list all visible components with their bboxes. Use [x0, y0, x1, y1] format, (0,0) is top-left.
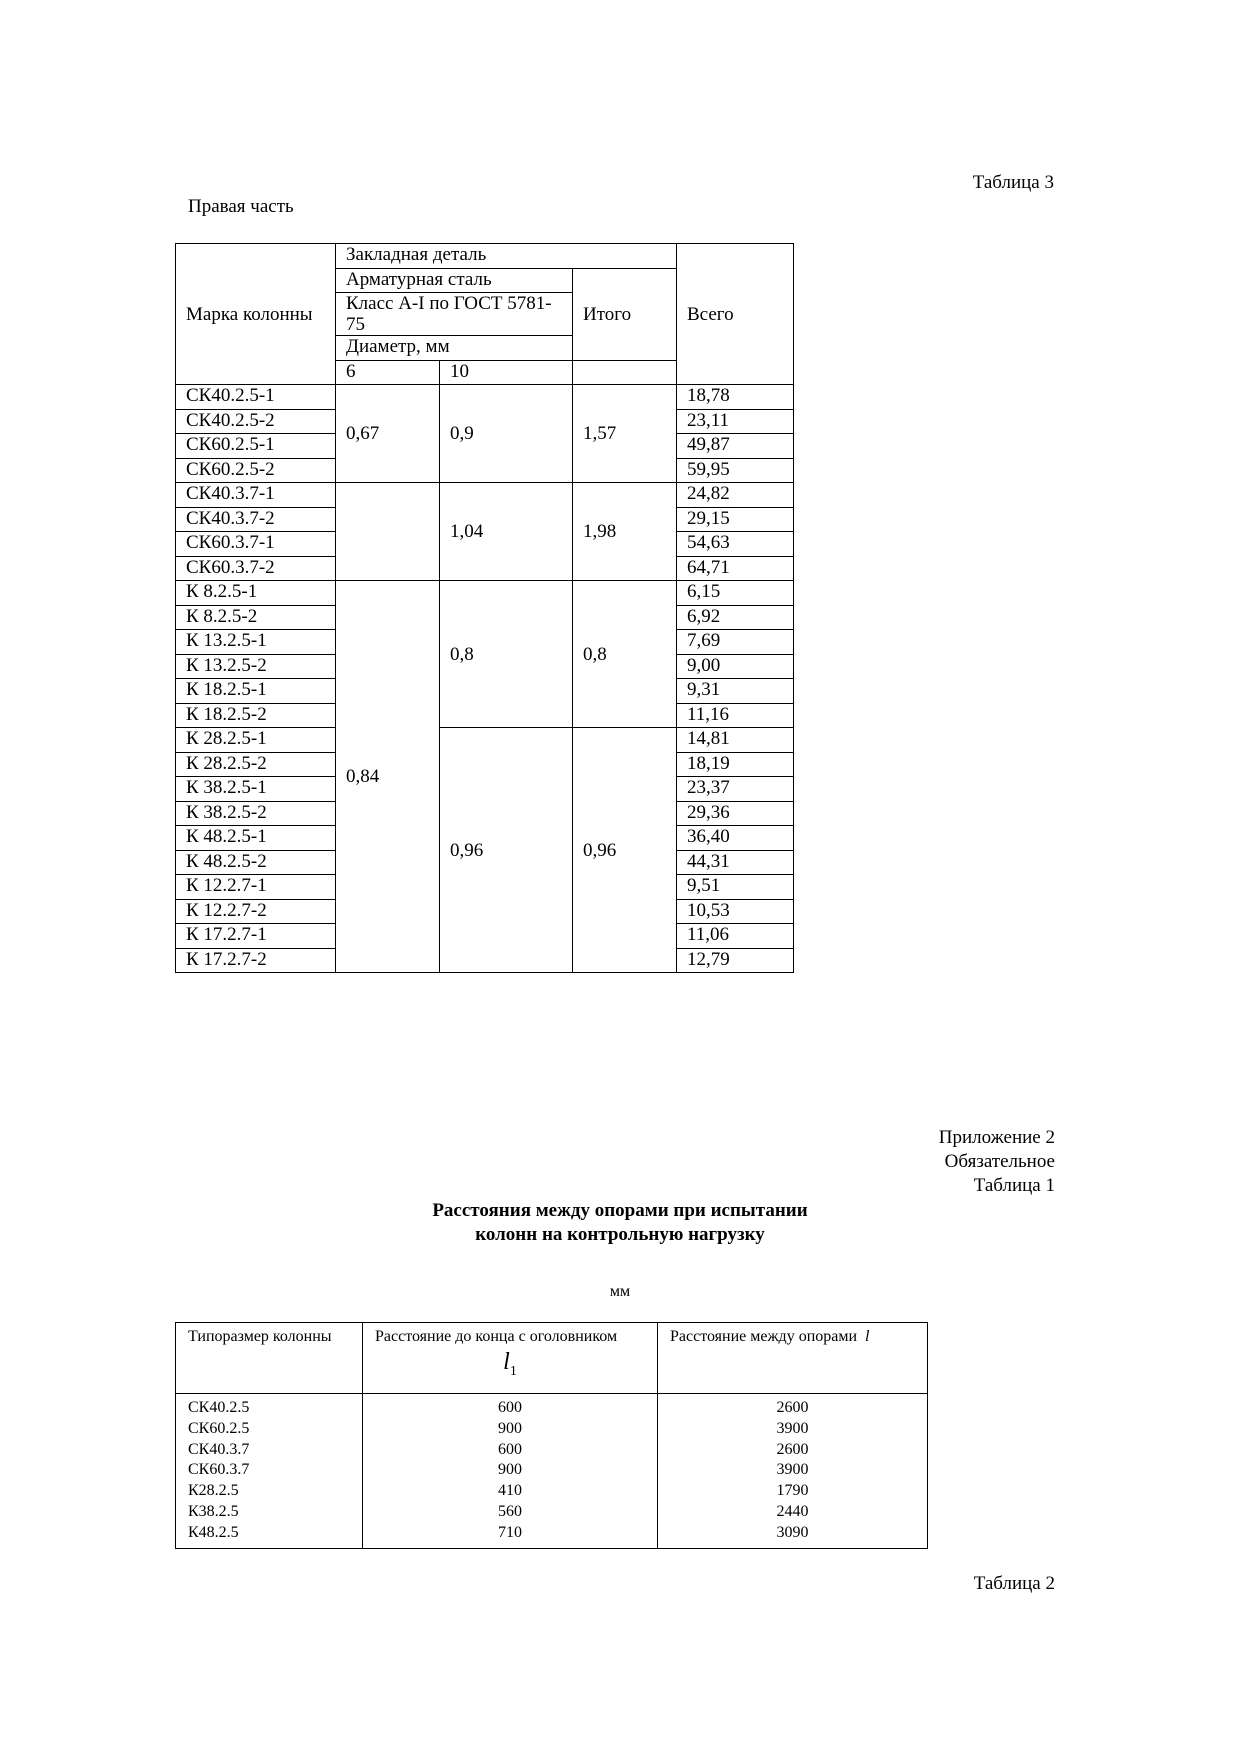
table-row	[176, 1440, 928, 1461]
row-total: 54,63	[677, 532, 794, 557]
header-embedded: Закладная деталь	[336, 244, 677, 269]
g3-itogo: 0,8	[573, 581, 677, 728]
g4-d10: 0,96	[440, 728, 573, 973]
unit-label: мм	[609, 1283, 631, 1300]
table-row	[176, 483, 794, 508]
g3-d6: 0,84	[336, 581, 440, 973]
g1-d10: 0,9	[440, 385, 573, 483]
row-total: 44,31	[677, 850, 794, 875]
row-mark: К 8.2.5-2	[176, 605, 336, 630]
cell-l1: 600	[363, 1440, 658, 1461]
table-row	[176, 1502, 928, 1523]
row-total: 49,87	[677, 434, 794, 459]
header-size: Типоразмер колонны	[176, 1323, 363, 1394]
cell-size: К38.2.5	[176, 1502, 363, 1523]
header-itogo-spacer	[573, 360, 677, 385]
header-diameter: Диаметр, мм	[336, 336, 573, 361]
appendix-title-line2: колонн на контрольную нагрузку	[475, 1224, 765, 1245]
cell-l: 2440	[658, 1502, 928, 1523]
row-mark: К 17.2.7-1	[176, 924, 336, 949]
row-total: 9,51	[677, 875, 794, 900]
cell-l: 3900	[658, 1419, 928, 1440]
row-mark: СК60.2.5-1	[176, 434, 336, 459]
row-mark: К 28.2.5-2	[176, 752, 336, 777]
cell-l1: 410	[363, 1481, 658, 1502]
cell-size: СК60.2.5	[176, 1419, 363, 1440]
row-total: 11,16	[677, 703, 794, 728]
row-mark: К 8.2.5-1	[176, 581, 336, 606]
table-row	[176, 1419, 928, 1440]
table3-part-label: Правая часть	[188, 196, 294, 217]
g3-d10: 0,8	[440, 581, 573, 728]
l1-symbol: $l_1$	[503, 1349, 517, 1379]
cell-l1: 900	[363, 1419, 658, 1440]
row-mark: СК60.2.5-2	[176, 458, 336, 483]
row-mark: К 38.2.5-1	[176, 777, 336, 802]
row-mark: К 12.2.7-2	[176, 899, 336, 924]
cell-l: 2600	[658, 1394, 928, 1419]
row-mark: СК40.3.7-2	[176, 507, 336, 532]
table3-caption: Таблица 3	[972, 172, 1054, 193]
cell-l1: 710	[363, 1523, 658, 1548]
g1-itogo: 1,57	[573, 385, 677, 483]
header-d6: 6	[336, 360, 440, 385]
row-mark: К 48.2.5-2	[176, 850, 336, 875]
cell-l1: 600	[363, 1394, 658, 1419]
row-mark: К 13.2.5-1	[176, 630, 336, 655]
appendix-title-line1: Расстояния между опорами при испытании	[432, 1200, 808, 1221]
row-total: 14,81	[677, 728, 794, 753]
row-total: 6,92	[677, 605, 794, 630]
row-mark: СК40.3.7-1	[176, 483, 336, 508]
row-mark: К 38.2.5-2	[176, 801, 336, 826]
row-mark: СК60.3.7-1	[176, 532, 336, 557]
row-mark: К 18.2.5-2	[176, 703, 336, 728]
row-total: 11,06	[677, 924, 794, 949]
row-total: 23,11	[677, 409, 794, 434]
appendix-label: Приложение 2	[938, 1127, 1055, 1148]
cell-size: К48.2.5	[176, 1523, 363, 1548]
row-total: 6,15	[677, 581, 794, 606]
cell-l1: 900	[363, 1460, 658, 1481]
table1-caption: Таблица 1	[973, 1175, 1055, 1196]
row-mark: К 48.2.5-1	[176, 826, 336, 851]
header-steel-class: Класс A-I по ГОСТ 5781-75	[336, 293, 573, 336]
table3	[175, 243, 794, 973]
row-total: 9,00	[677, 654, 794, 679]
appendix-mandatory: Обязательное	[944, 1151, 1055, 1172]
table-row	[176, 1460, 928, 1481]
table1	[175, 1322, 928, 1549]
row-total: 9,31	[677, 679, 794, 704]
g2-d6-empty	[336, 483, 440, 581]
row-total: 18,19	[677, 752, 794, 777]
row-total: 7,69	[677, 630, 794, 655]
header-itogo: Итого	[573, 268, 677, 360]
l-symbol: l	[865, 1328, 870, 1345]
row-total: 24,82	[677, 483, 794, 508]
table-row	[176, 1523, 928, 1548]
cell-l: 3090	[658, 1523, 928, 1548]
row-mark: СК40.2.5-2	[176, 409, 336, 434]
row-total: 64,71	[677, 556, 794, 581]
table-row	[176, 385, 794, 410]
g2-d10: 1,04	[440, 483, 573, 581]
row-mark: К 13.2.5-2	[176, 654, 336, 679]
row-total: 23,37	[677, 777, 794, 802]
table-row	[176, 1481, 928, 1502]
cell-size: СК40.2.5	[176, 1394, 363, 1419]
table-row	[176, 1394, 928, 1419]
row-total: 59,95	[677, 458, 794, 483]
cell-size: СК40.3.7	[176, 1440, 363, 1461]
row-total: 12,79	[677, 948, 794, 973]
cell-l: 3900	[658, 1460, 928, 1481]
cell-size: К28.2.5	[176, 1481, 363, 1502]
g4-itogo: 0,96	[573, 728, 677, 973]
header-distance-supports: Расстояние между опорами l	[658, 1323, 928, 1394]
row-mark: К 12.2.7-1	[176, 875, 336, 900]
row-mark: СК60.3.7-2	[176, 556, 336, 581]
table-row	[176, 728, 794, 753]
cell-l: 2600	[658, 1440, 928, 1461]
cell-l: 1790	[658, 1481, 928, 1502]
row-mark: К 18.2.5-1	[176, 679, 336, 704]
g1-d6: 0,67	[336, 385, 440, 483]
row-total: 36,40	[677, 826, 794, 851]
table-row	[176, 581, 794, 606]
cell-size: СК60.3.7	[176, 1460, 363, 1481]
row-total: 18,78	[677, 385, 794, 410]
header-mark: Марка колонны	[176, 244, 336, 385]
header-distance-end: Расстояние до конца с оголовником $l_1$	[363, 1323, 658, 1394]
row-mark: СК40.2.5-1	[176, 385, 336, 410]
header-steel: Арматурная сталь	[336, 268, 573, 293]
table2-caption: Таблица 2	[973, 1573, 1055, 1594]
cell-l1: 560	[363, 1502, 658, 1523]
row-mark: К 17.2.7-2	[176, 948, 336, 973]
row-mark: К 28.2.5-1	[176, 728, 336, 753]
row-total: 10,53	[677, 899, 794, 924]
row-total: 29,15	[677, 507, 794, 532]
header-d10: 10	[440, 360, 573, 385]
g2-itogo: 1,98	[573, 483, 677, 581]
row-total: 29,36	[677, 801, 794, 826]
header-vsego: Всего	[677, 244, 794, 385]
